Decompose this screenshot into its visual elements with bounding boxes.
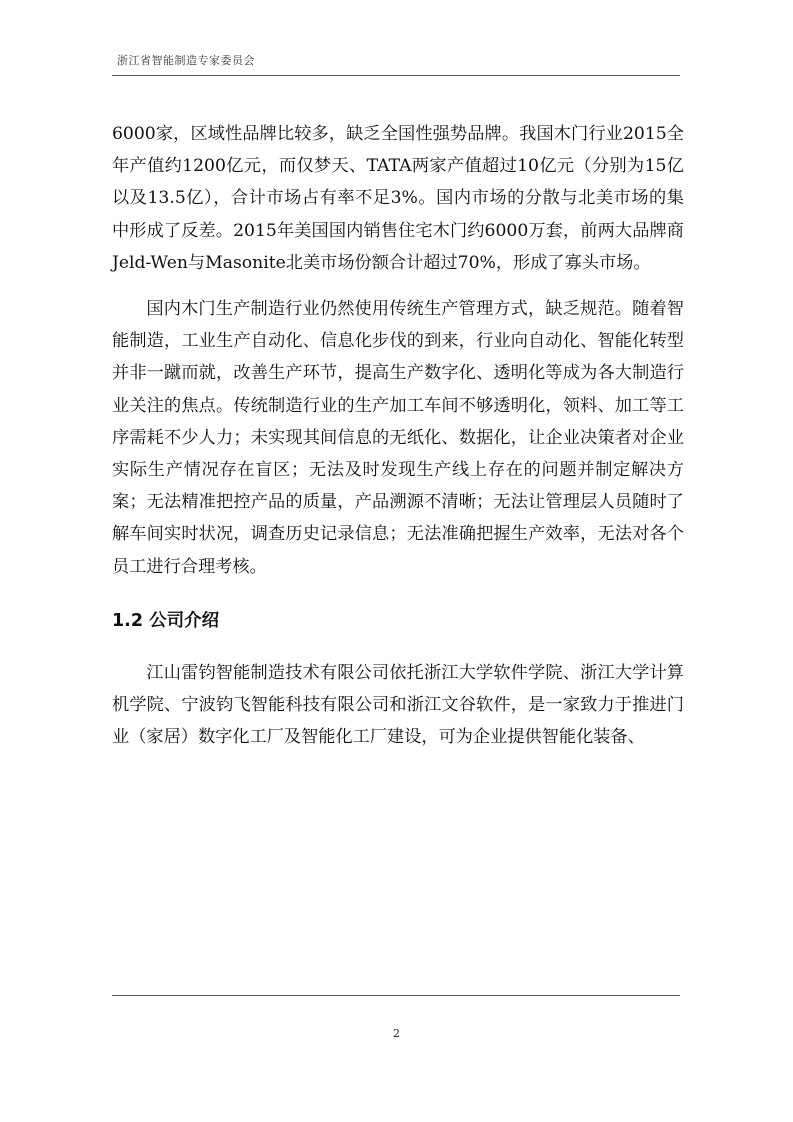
page-number: 2	[393, 1027, 400, 1040]
header-divider	[112, 75, 680, 76]
paragraph-company-intro: 江山雷钧智能制造技术有限公司依托浙江大学软件学院、浙江大学计算机学院、宁波钧飞智能科技有限公司和浙江文谷软件，是一家致力于推进门业（家居）数字化工厂及智能化工厂建设，可为企业提供智能化装备、	[112, 662, 684, 748]
paragraph-market-overview: 6000家，区域性品牌比较多，缺乏全国性强势品牌。我国木门行业2015全年产值约1200亿元，而仅梦天、TATA两家产值超过10亿元（分别为15亿以及13.5亿），合计市场占有率不足3%。国内市场的分散与北美市场的集中形成了反差。2015年美国国内销售住宅木门约6000万套，前两大品牌商Jeld-Wen与Masonite北美市场份额合计超过70%，形成了寡头市场。	[112, 124, 684, 273]
document-body	[112, 118, 684, 753]
section-heading: 1.2 公司介绍	[112, 610, 220, 631]
footer-divider	[112, 995, 680, 996]
paragraph-industry-status: 国内木门生产制造行业仍然使用传统生产管理方式，缺乏规范。随着智能制造，工业生产自动化、信息化步伐的到来，行业向自动化、智能化转型并非一蹴而就，改善生产环节，提高生产数字化、透明化等成为各大制造行业关注的焦点。传统制造行业的生产加工车间不够透明化，领料、加工等工序需耗不少人力；未实现其间信息的无纸化、数据化，让企业决策者对企业实际生产情况存在盲区；无法及时发现生产线上存在的问题并制定解决方案；无法精准把控产品的质量，产品溯源不清晰；无法让管理层人员随时了解车间实时状况，调查历史记录信息；无法准确把握生产效率，无法对各个员工进行合理考核。	[112, 299, 684, 577]
page-header: 浙江省智能制造专家委员会	[117, 54, 255, 67]
